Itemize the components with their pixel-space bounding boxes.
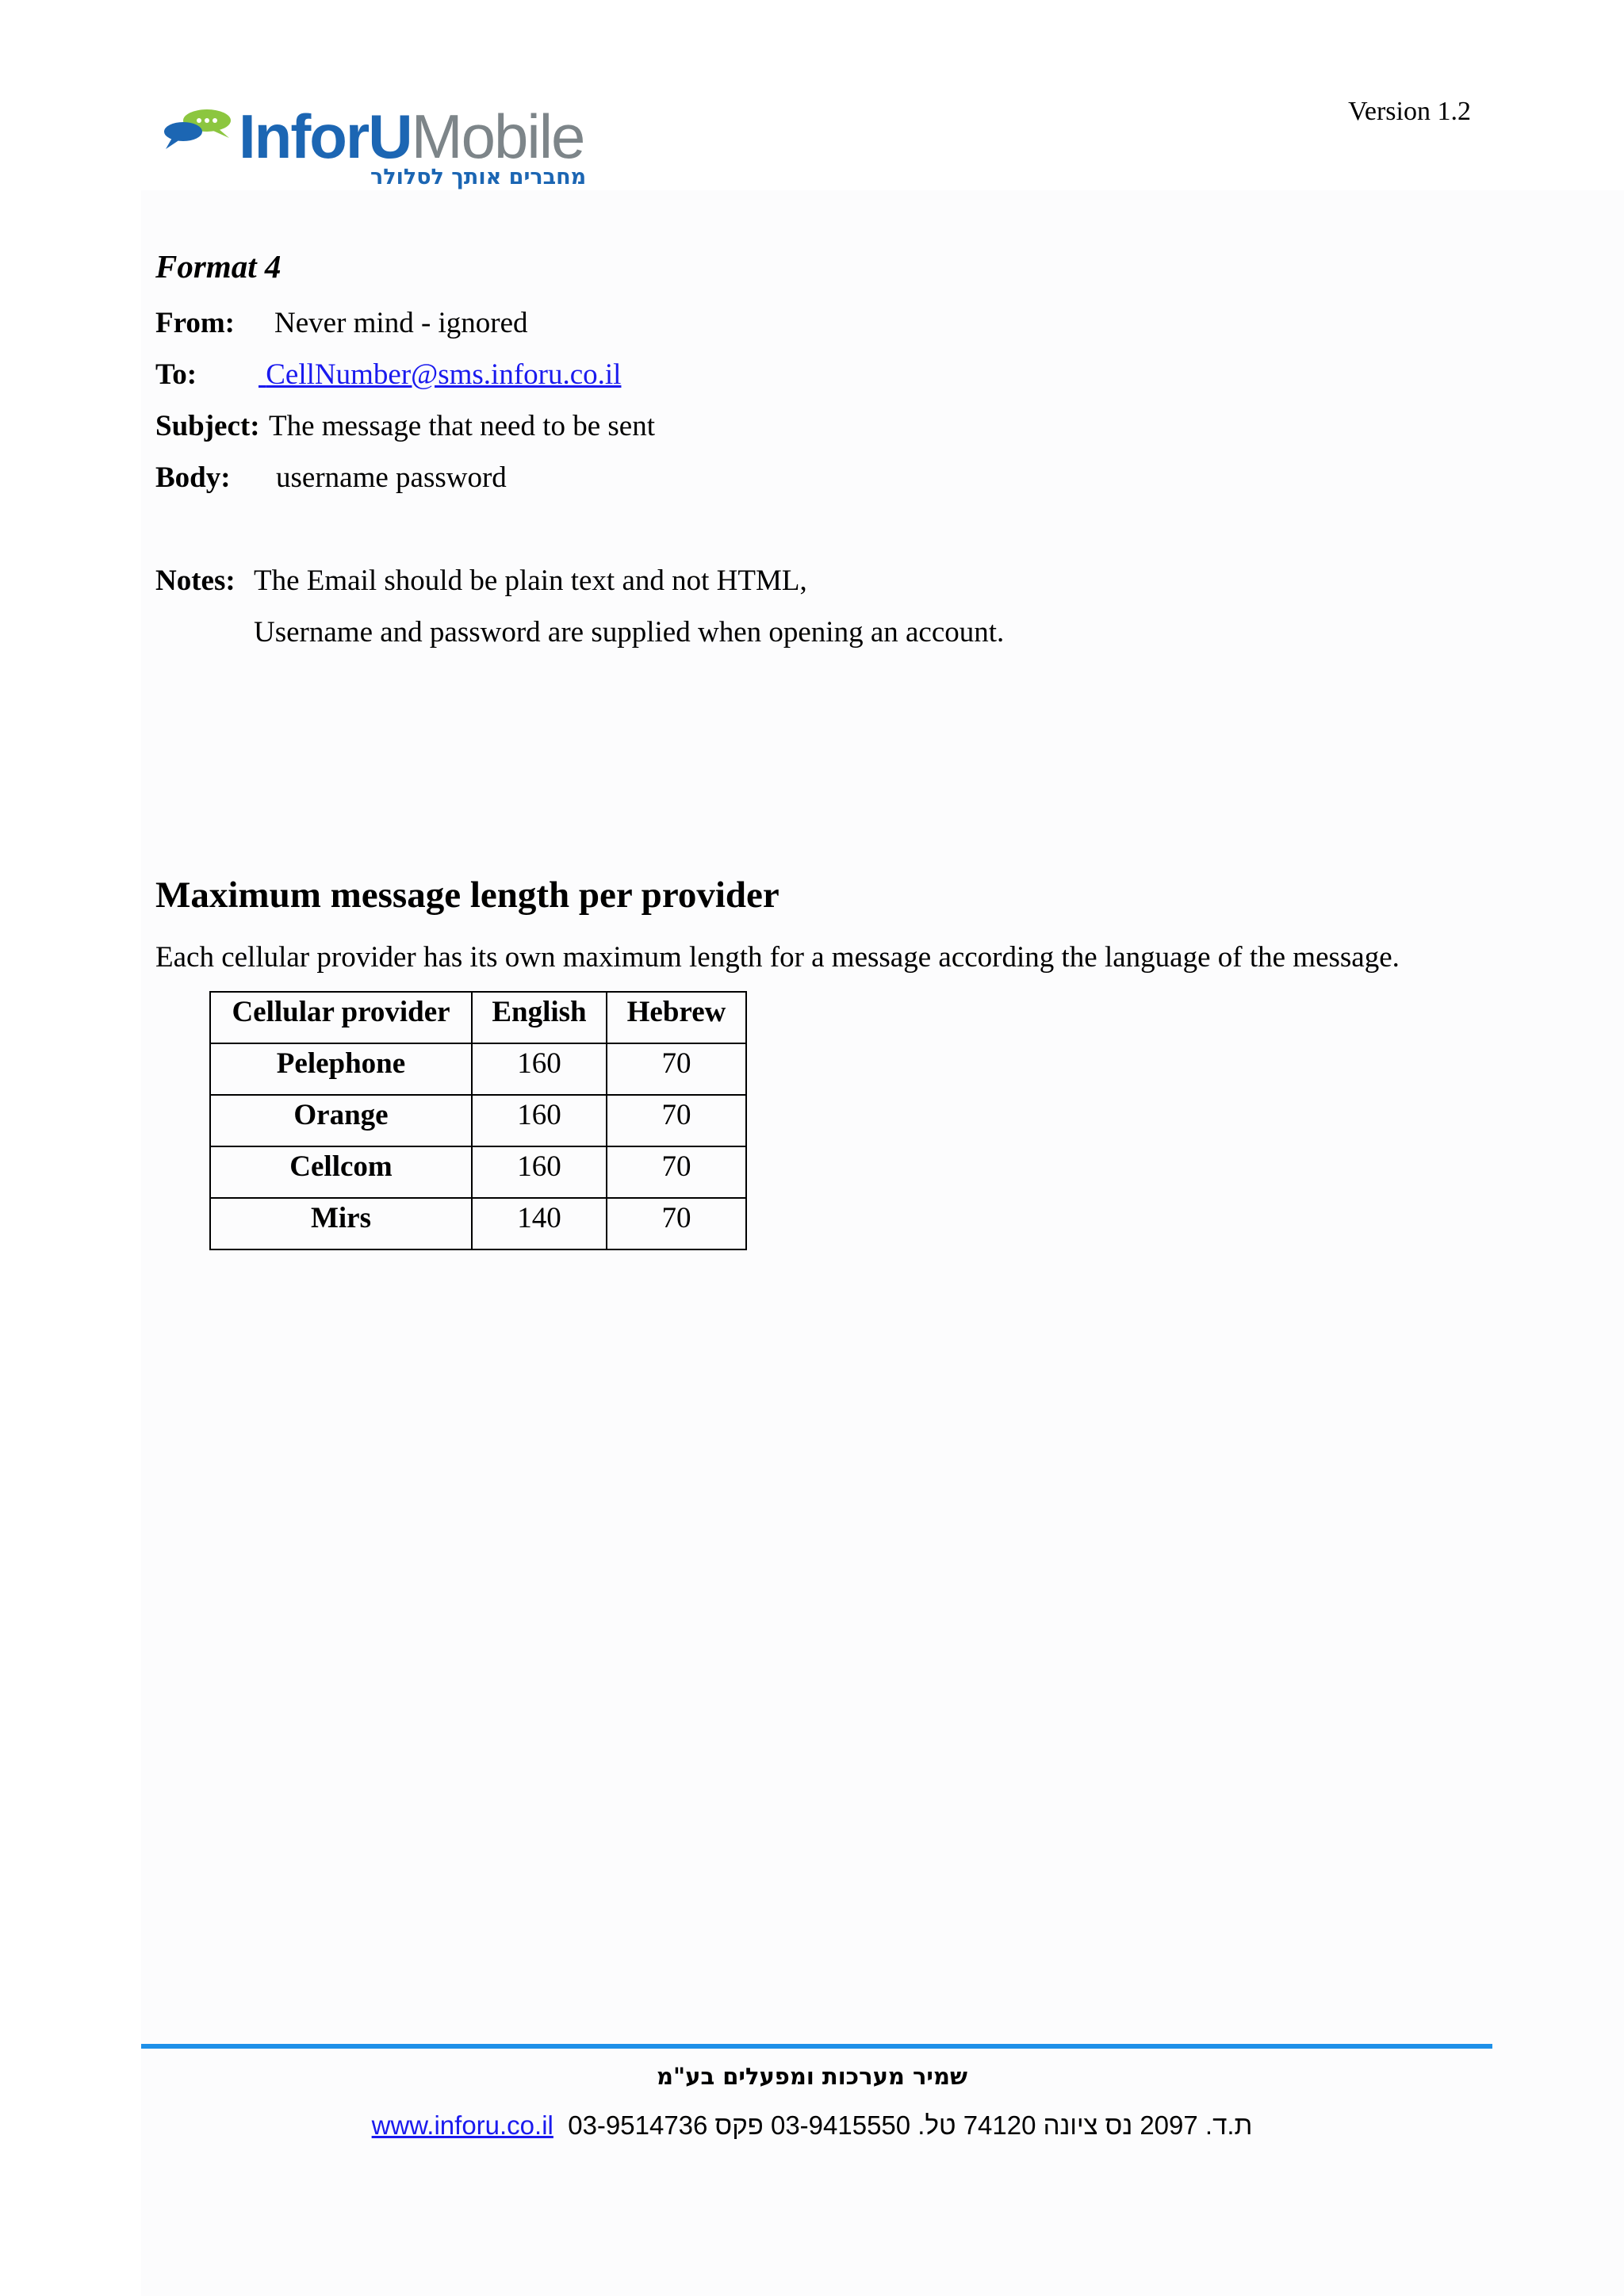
provider-cell: Mirs <box>210 1198 472 1249</box>
provider-cell: Cellcom <box>210 1146 472 1198</box>
notes-label: Notes: <box>155 564 236 597</box>
english-length-cell: 140 <box>472 1198 607 1249</box>
notes-line-1: The Email should be plain text and not HTML, <box>254 564 807 597</box>
logo-brand-part1: InforU <box>239 101 412 171</box>
from-field <box>155 306 528 340</box>
subject-field <box>155 409 655 443</box>
notes-field <box>155 564 1005 649</box>
speech-bubbles-icon <box>163 106 236 154</box>
section-description: Each cellular provider has its own maximum length for a message according the language of the message. <box>155 941 1400 974</box>
from-value: Never mind - ignored <box>274 307 528 339</box>
table-row <box>210 1198 746 1249</box>
hebrew-length-cell: 70 <box>607 1198 746 1249</box>
body-value: username password <box>276 461 507 494</box>
website-link[interactable]: www.inforu.co.il <box>371 2110 553 2140</box>
subject-label: Subject: <box>155 410 260 442</box>
subject-value: The message that need to be sent <box>269 410 655 442</box>
hebrew-length-cell: 70 <box>607 1095 746 1146</box>
provider-cell: Pelephone <box>210 1043 472 1095</box>
footer-divider <box>141 2044 1492 2049</box>
table-row <box>210 1095 746 1146</box>
logo-tagline: מחברים אותך לסלולר <box>370 165 587 189</box>
notes-line-2: Username and password are supplied when opening an account. <box>254 616 1005 649</box>
table-header-row <box>210 992 746 1043</box>
table-row <box>210 1043 746 1095</box>
footer-contact <box>0 2110 1624 2141</box>
table-header-cell: Hebrew <box>607 992 746 1043</box>
to-email-link[interactable]: CellNumber@sms.inforu.co.il <box>266 358 622 391</box>
footer-address: ת.ד. 2097 נס ציונה 74120 טל. 03-9415550 פקס 03-9514736 <box>568 2110 1253 2140</box>
table-header-cell: Cellular provider <box>210 992 472 1043</box>
body-field <box>155 461 507 495</box>
hebrew-length-cell: 70 <box>607 1043 746 1095</box>
provider-length-table <box>209 991 747 1250</box>
provider-cell: Orange <box>210 1095 472 1146</box>
english-length-cell: 160 <box>472 1146 607 1198</box>
footer-company-name: שמיר מערכות ומפעלים בע"מ <box>657 2063 967 2090</box>
english-length-cell: 160 <box>472 1043 607 1095</box>
table-header-cell: English <box>472 992 607 1043</box>
company-logo <box>163 101 607 197</box>
from-label: From: <box>155 307 235 339</box>
to-label: To: <box>155 358 197 391</box>
table-row <box>210 1146 746 1198</box>
hebrew-length-cell: 70 <box>607 1146 746 1198</box>
to-field <box>155 358 622 392</box>
logo-wordmark <box>239 101 584 171</box>
logo-brand-part2: Mobile <box>411 101 584 171</box>
version-label: Version 1.2 <box>1348 97 1471 126</box>
body-label: Body: <box>155 461 231 494</box>
format-title: Format 4 <box>155 248 282 285</box>
section-title: Maximum message length per provider <box>155 874 779 916</box>
english-length-cell: 160 <box>472 1095 607 1146</box>
